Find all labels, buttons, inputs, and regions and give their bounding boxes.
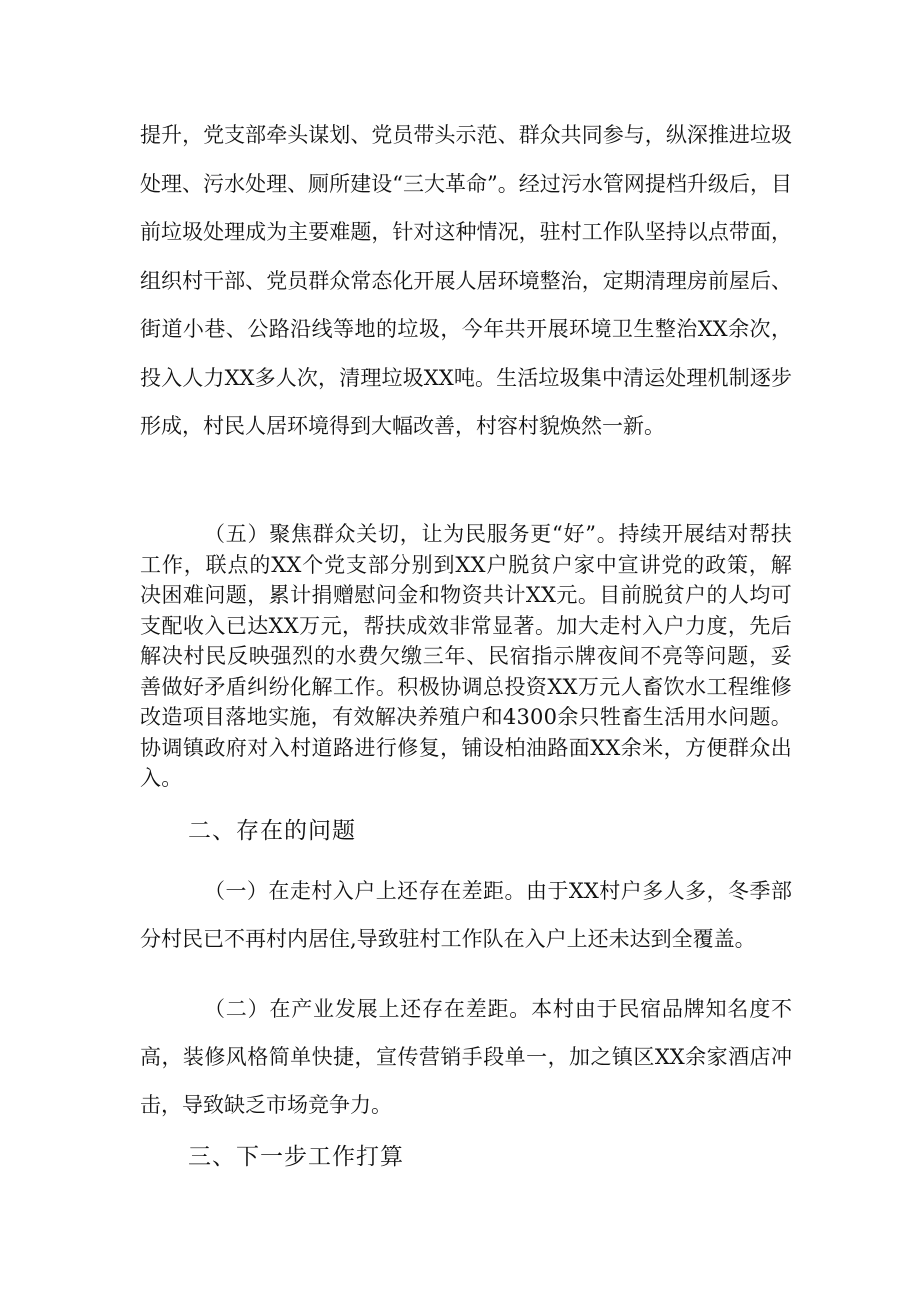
body-paragraph-problem-2: （二）在产业发展上还存在差距。本村由于民宿品牌知名度不高，装修风格简单快捷，宣传营销手段单一，加之镇区XX余家酒店冲击，导致缺乏市场竞争力。 [140, 997, 792, 1117]
body-paragraph-environment: 提升，党支部牵头谋划、党员带头示范、群众共同参与，纵深推进垃圾处理、污水处理、厕所建设“三大革命”。经过污水管网提档升级后，目前垃圾处理成为主要难题，针对这种情况，驻村工作队坚持以点带面，组织村干部、党员群众常态化开展人居环境整治，定期清理房前屋后、街道小巷、公路沿线等地的垃圾，今年共开展环境卫生整治XX余次，投入人力XX多人次，清理垃圾XX吨。生活垃圾集中清运处理机制逐步形成，村民人居环境得到大幅改善，村容村貌焕然一新。 [140, 123, 792, 438]
body-paragraph-service: （五）聚焦群众关切，让为民服务更“好”。持续开展结对帮扶工作，联点的XX个党支部分别到XX户脱贫户家中宣讲党的政策，解决困难问题，累计捐赠慰问金和物资共计XX元。目前脱贫户的人均可支配收入已达XX万元，帮扶成效非常显著。加大走村入户力度，先后解决村民反映强烈的水费欠缴三年、民宿指示牌夜间不亮等问题，妥善做好矛盾纠纷化解工作。积极协调总投资XX万元人畜饮水工程维修改造项目落地实施，有效解决养殖户和4300余只牲畜生活用水问题。协调镇政府对入村道路进行修复，铺设柏油路面XX余米，方便群众出入。 [140, 522, 792, 790]
body-paragraph-problem-1: （一）在走村入户上还存在差距。由于XX村户多人多，冬季部分村民已不再村内居住,导致驻村工作队在入户上还未达到全覆盖。 [140, 879, 792, 951]
section-heading-next-steps: 三、下一步工作打算 [188, 1144, 404, 1170]
section-heading-problems: 二、存在的问题 [188, 818, 356, 844]
